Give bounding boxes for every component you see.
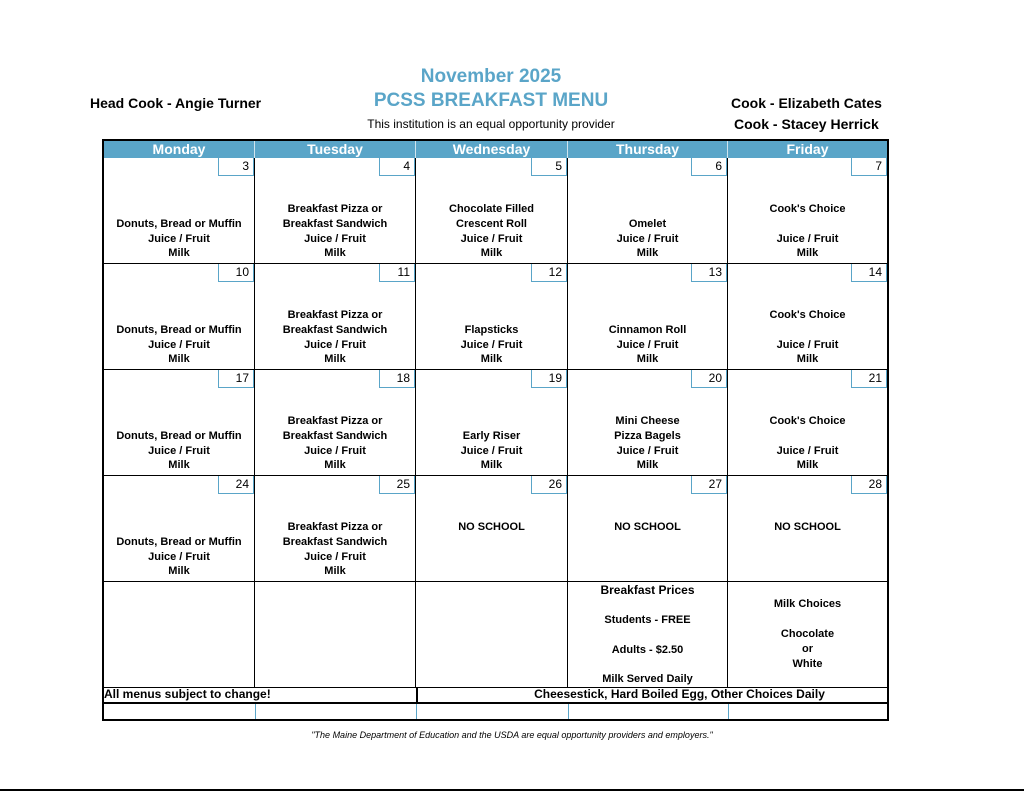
day-cell: [104, 158, 255, 264]
menu-items: [728, 202, 887, 260]
breakfast-prices-cell: [568, 582, 728, 688]
menu-line: Donuts, Bread or Muffin: [116, 218, 242, 230]
menu-line: Juice / Fruit: [148, 551, 210, 563]
date-number: 24: [218, 476, 254, 494]
cook-elizabeth: Cook - Elizabeth Cates: [731, 95, 882, 111]
cook-stacey: Cook - Stacey Herrick: [734, 116, 879, 132]
date-number: 18: [379, 370, 415, 388]
empty-cell: [255, 582, 416, 688]
menu-line: Milk: [796, 353, 819, 365]
date-number: 6: [691, 158, 727, 176]
date-number: 11: [379, 264, 415, 282]
menu-line: Juice / Fruit: [616, 233, 679, 245]
menu-line: Juice / Fruit: [616, 445, 679, 457]
menu-line: Juice / Fruit: [776, 233, 839, 245]
month-title: November 2025: [420, 66, 562, 87]
menu-line: Milk: [324, 353, 346, 365]
menu-line: Juice / Fruit: [776, 339, 839, 351]
menu-line: Juice / Fruit: [304, 233, 366, 245]
menus-subject-note: All menus subject to change!: [104, 687, 271, 701]
menu-line: Milk: [168, 459, 190, 471]
menu-line: Milk: [324, 247, 346, 259]
menu-line: [728, 217, 887, 232]
menu-line: Juice / Fruit: [460, 233, 523, 245]
day-cell: [728, 158, 887, 264]
date-number: 12: [531, 264, 567, 282]
date-number: 7: [851, 158, 887, 176]
menu-line: Breakfast Sandwich: [282, 324, 388, 336]
day-header-tuesday: Tuesday: [255, 141, 416, 158]
menu-line: Early Riser: [462, 430, 521, 442]
menu-line: Juice / Fruit: [148, 445, 210, 457]
menu-line: Donuts, Bread or Muffin: [116, 536, 242, 548]
menu-calendar: [102, 139, 889, 721]
menu-line: Breakfast Pizza or: [287, 203, 383, 215]
menu-line: Flapsticks: [464, 324, 519, 336]
menu-line: Milk: [636, 459, 659, 471]
day-cell: [728, 264, 887, 370]
menu-items: [416, 429, 567, 472]
day-cell: [416, 476, 568, 582]
menu-line: Cook's Choice: [769, 415, 846, 427]
date-number: 20: [691, 370, 727, 388]
menu-line: Donuts, Bread or Muffin: [116, 430, 242, 442]
menu-items: [416, 323, 567, 366]
menu-line: Milk: [168, 247, 190, 259]
menu-title: PCSS BREAKFAST MENU: [373, 90, 609, 111]
date-number: 26: [531, 476, 567, 494]
menu-line: Mini Cheese: [615, 415, 680, 427]
day-cell: [416, 264, 568, 370]
milk-option-chocolate: Chocolate: [780, 628, 835, 640]
menu-line: [728, 323, 887, 338]
day-cell: [568, 158, 728, 264]
date-number: 14: [851, 264, 887, 282]
row-divider: [568, 704, 569, 719]
date-number: 4: [379, 158, 415, 176]
menu-line: Breakfast Sandwich: [282, 430, 388, 442]
day-cell: [568, 476, 728, 582]
day-cell: [416, 158, 568, 264]
day-cell: [568, 264, 728, 370]
menu-line: Milk: [324, 565, 346, 577]
row-divider: [416, 704, 417, 719]
menu-line: Milk: [480, 353, 503, 365]
day-header-monday: Monday: [104, 141, 255, 158]
menu-items: [255, 202, 415, 260]
menu-line: Milk: [168, 565, 190, 577]
menu-items: [255, 520, 415, 578]
head-cook: Head Cook - Angie Turner: [90, 95, 262, 111]
menu-items: [255, 414, 415, 472]
daily-choices-note: Cheesestick, Hard Boiled Egg, Other Choices Daily: [534, 687, 825, 701]
usda-footer: "The Maine Department of Education and the USDA are equal opportunity providers and employers.": [311, 730, 713, 740]
menu-line: Juice / Fruit: [148, 233, 210, 245]
menu-line: NO SCHOOL: [458, 521, 525, 533]
day-cell: [568, 370, 728, 476]
menu-line: Milk: [796, 459, 819, 471]
menu-line: Juice / Fruit: [148, 339, 210, 351]
menu-line: Juice / Fruit: [460, 339, 523, 351]
menu-line: Milk: [480, 247, 503, 259]
empty-cell: [416, 582, 568, 688]
menu-line: NO SCHOOL: [774, 521, 841, 533]
day-cell: [255, 264, 416, 370]
menu-line: Juice / Fruit: [304, 445, 366, 457]
menu-items: [568, 414, 727, 472]
day-cell: [416, 370, 568, 476]
menu-line: Breakfast Pizza or: [287, 415, 383, 427]
day-cell: [104, 476, 255, 582]
menu-line: Pizza Bagels: [614, 430, 681, 442]
menu-line: Juice / Fruit: [616, 339, 679, 351]
menu-line: Chocolate Filled: [449, 203, 534, 215]
menu-line: Milk: [324, 459, 346, 471]
menu-items: [568, 217, 727, 260]
menu-line: Juice / Fruit: [304, 339, 366, 351]
day-cell: [255, 370, 416, 476]
menu-line: Cinnamon Roll: [608, 324, 687, 336]
menu-line: Crescent Roll: [456, 218, 527, 230]
day-cell: [255, 158, 416, 264]
equal-opportunity-line: This institution is an equal opportunity provider: [367, 117, 615, 131]
menu-line: Breakfast Pizza or: [287, 309, 383, 321]
menu-items: [104, 429, 254, 472]
prices-students: Students - FREE: [604, 614, 691, 626]
menu-line: Milk: [636, 353, 659, 365]
menu-items: [104, 217, 254, 260]
date-number: 5: [531, 158, 567, 176]
milk-choices-cell: [728, 582, 887, 688]
date-number: 3: [218, 158, 254, 176]
day-cell: [728, 476, 887, 582]
day-cell: [104, 264, 255, 370]
menu-items: [416, 202, 567, 260]
menu-items: [568, 520, 727, 535]
menu-line: Omelet: [628, 218, 667, 230]
day-cell: [255, 476, 416, 582]
day-header-thursday: Thursday: [568, 141, 728, 158]
row-divider: [728, 704, 729, 719]
menu-line: NO SCHOOL: [614, 521, 681, 533]
menu-line: [728, 429, 887, 444]
day-header-friday: Friday: [728, 141, 887, 158]
menu-line: Milk: [796, 247, 819, 259]
milk-served-daily: Milk Served Daily: [602, 673, 693, 685]
milk-option-or: or: [802, 643, 813, 655]
date-number: 13: [691, 264, 727, 282]
date-number: 27: [691, 476, 727, 494]
date-number: 17: [218, 370, 254, 388]
menu-line: Milk: [168, 353, 190, 365]
menu-items: [416, 520, 567, 535]
date-number: 28: [851, 476, 887, 494]
milk-choices-title: Milk Choices: [773, 598, 842, 610]
day-cell: [104, 370, 255, 476]
prices-adults: Adults - $2.50: [611, 644, 684, 656]
menu-line: Cook's Choice: [769, 309, 846, 321]
date-number: 21: [851, 370, 887, 388]
empty-cell: [104, 582, 255, 688]
milk-option-white: White: [792, 658, 823, 670]
day-header-wednesday: Wednesday: [416, 141, 568, 158]
menu-items: [104, 323, 254, 366]
menu-line: Juice / Fruit: [460, 445, 523, 457]
menu-items: [728, 520, 887, 535]
menu-line: Cook's Choice: [769, 203, 846, 215]
prices-title: Breakfast Prices: [600, 583, 695, 597]
date-number: 19: [531, 370, 567, 388]
menu-items: [728, 414, 887, 472]
menu-line: Breakfast Pizza or: [287, 521, 383, 533]
date-number: 10: [218, 264, 254, 282]
menu-items: [104, 535, 254, 578]
menu-line: Juice / Fruit: [776, 445, 839, 457]
menu-line: Milk: [636, 247, 659, 259]
menu-line: Donuts, Bread or Muffin: [116, 324, 242, 336]
menu-line: Breakfast Sandwich: [282, 218, 388, 230]
date-number: 25: [379, 476, 415, 494]
page-bottom-rule: [0, 789, 1024, 791]
menu-line: Milk: [480, 459, 503, 471]
menu-items: [255, 308, 415, 366]
menu-line: Breakfast Sandwich: [282, 536, 388, 548]
menu-items: [568, 323, 727, 366]
menu-line: Juice / Fruit: [304, 551, 366, 563]
day-cell: [728, 370, 887, 476]
row-divider: [255, 704, 256, 719]
menu-items: [728, 308, 887, 366]
